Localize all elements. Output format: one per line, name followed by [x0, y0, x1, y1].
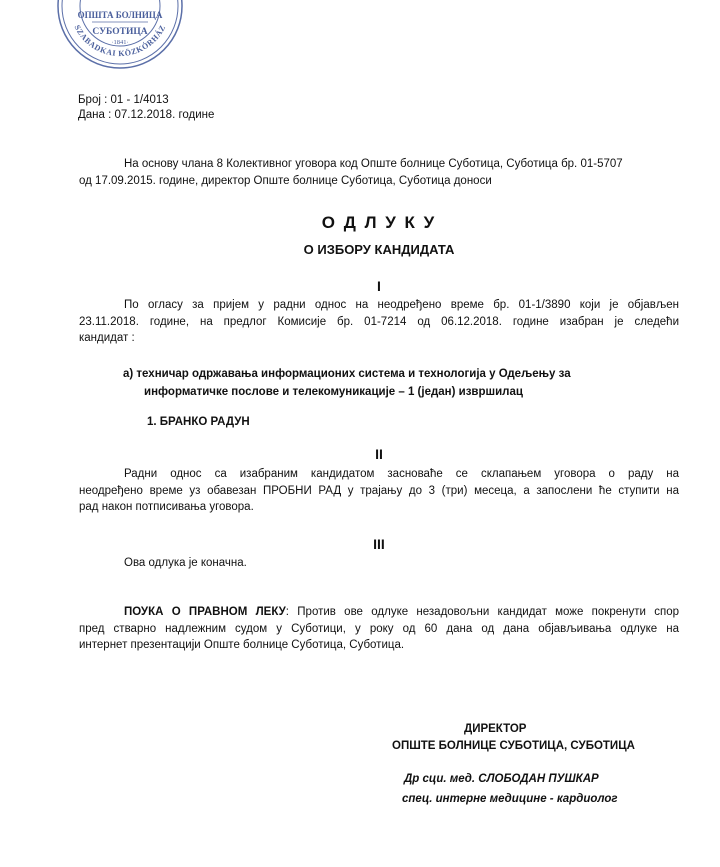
document-number: Број : 01 - 1/4013 — [78, 94, 169, 106]
document-subtitle: О ИЗБОРУ КАНДИДАТА — [303, 242, 455, 257]
seal-city: СУБОТИЦА — [92, 27, 148, 37]
section3-text: Ова одлука је коначна. — [124, 557, 247, 569]
section1-line: По огласу за пријем у радни однос на неодређено време бр. 01-1/3890 који је објављен — [124, 299, 679, 311]
section-numeral: II — [375, 446, 383, 462]
section-numeral: I — [377, 278, 381, 294]
intro-paragraph — [79, 156, 679, 189]
section-numeral: III — [373, 536, 385, 552]
seal-year: ·1841· — [111, 39, 129, 46]
document-date: Дана : 07.12.2018. године — [78, 109, 215, 121]
signatory-specialty: спец. интерне медицине - кардиолог — [402, 793, 618, 805]
section1-line: 23.11.2018. године, на предлог Комисије бр. 01-7214 од 06.12.2018. године изабран је следећи — [79, 315, 679, 328]
section2-paragraph — [79, 466, 679, 516]
section2-line: неодређено време уз обавезан ПРОБНИ РАД у трајању до 3 (три) месеца, а запослени ће ступити на — [79, 484, 679, 497]
section1-line: кандидат : — [79, 332, 135, 344]
section1-paragraph — [79, 297, 679, 347]
legal-notice-paragraph — [79, 604, 679, 654]
candidate-name: 1. БРАНКО РАДУН — [147, 416, 250, 428]
legal-notice-text: : Против ове одлуке незадовољни кандидат може покренути спор — [285, 606, 679, 618]
intro-line: На основу члана 8 Колективног уговора код Опште болнице Суботица, Суботица бр. 01-5707 — [124, 158, 623, 170]
legal-notice-line: интернет презентацији Опште болнице Суботица, Суботица. — [79, 639, 405, 651]
position-line: информатичке послове и телекомуникације – 1 (један) извршилац — [144, 386, 523, 398]
seal-bottom-text: SZABADKAI KÖZKÓRHÁZ — [72, 23, 168, 59]
signatory-name: Др сци. мед. СЛОБОДАН ПУШКАР — [404, 773, 599, 785]
section2-line: рад након потписивања уговора. — [79, 501, 254, 513]
signature-institution: ОПШТЕ БОЛНИЦЕ СУБОТИЦА, СУБОТИЦА — [392, 740, 635, 752]
legal-notice-line — [79, 604, 679, 621]
section2-line: Радни однос са изабраним кандидатом засноваће се склапањем уговора о раду на — [124, 468, 679, 480]
intro-line: од 17.09.2015. године, директор Опште болнице Суботица, Суботица доноси — [79, 174, 492, 187]
legal-notice-label: ПОУКА О ПРАВНОМ ЛЕКУ — [124, 606, 286, 618]
document-title: О Д Л У К У — [321, 213, 437, 232]
legal-notice-line: пред стварно надлежним судом у Суботици, у року од 60 дана од дана објављивања одлуке на — [79, 622, 679, 635]
position-line: а) техничар одржавања информационих система и технологија у Одељењу за — [123, 368, 571, 380]
seal-top-text: ОПШТА БОЛНИЦА — [77, 10, 163, 20]
hospital-seal — [56, 0, 184, 70]
signature-role: ДИРЕКТОР — [464, 723, 527, 735]
